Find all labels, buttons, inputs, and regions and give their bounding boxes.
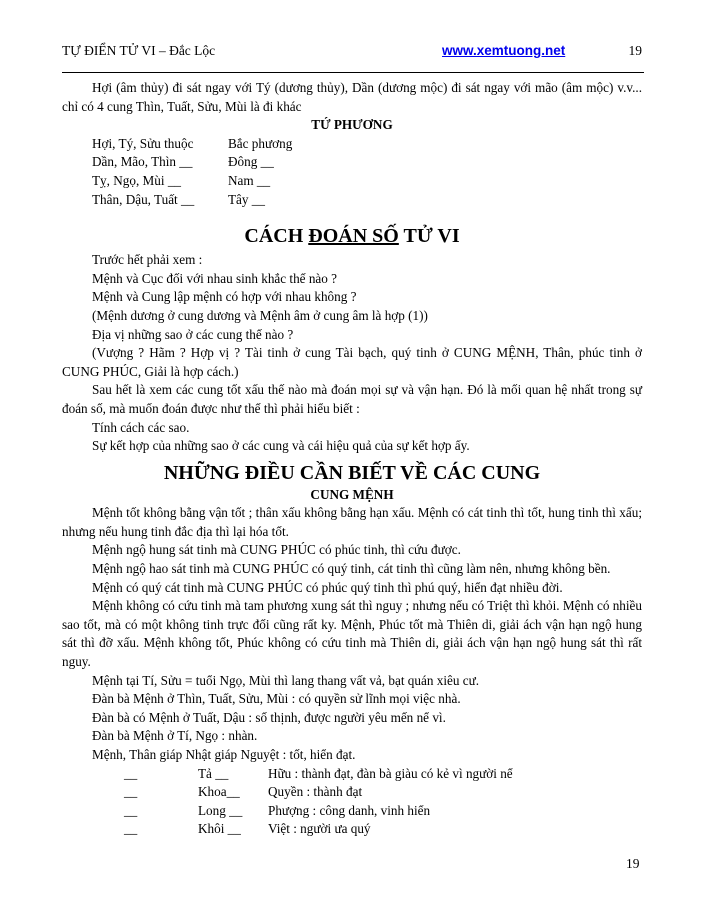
list-dash: __	[124, 784, 138, 800]
cach-doan-title	[62, 223, 642, 249]
tu-phuong-left: Dần, Mão, Thìn __	[92, 154, 193, 170]
cach-doan-paragraph: (Mệnh dương ở cung dương và Mệnh âm ở cung âm là hợp (1))	[92, 307, 428, 323]
tu-phuong-left: Thân, Dậu, Tuất __	[92, 191, 195, 207]
cung-menh-subtitle: CUNG MỆNH	[310, 486, 394, 502]
list-dash: __	[124, 821, 138, 837]
cach-doan-paragraph: Mệnh và Cục đối với nhau sinh khắc thế nào ?	[92, 270, 338, 286]
list-dash: __	[124, 765, 138, 781]
cung-menh-paragraph: Mệnh ngộ hung sát tinh mà CUNG PHÚC có phúc tinh, thì cứu được.	[92, 542, 461, 558]
list-item	[124, 783, 642, 802]
tu-phuong-right: Bắc phương	[228, 135, 293, 151]
cung-menh-paragraph: Mệnh, Thân giáp Nhật giáp Nguyệt : tốt, hiển đạt.	[92, 747, 356, 762]
tu-phuong-right: Nam __	[228, 172, 271, 188]
page-header	[62, 43, 644, 63]
list-item	[124, 820, 642, 839]
tu-phuong-row	[92, 153, 642, 172]
cung-menh-paragraph: Mệnh không có cứu tinh mà tam phương xung sát thì nguy ; nhưng nếu có Triệt thì khỏi. Mệnh có nhiều sao tốt, mà có một không tinh trực đối cũng rất ky. Mệnh, Phúc tốt mà Thiên di, giải ách vận hạn ngộ hung sát thì đỡ xấu. Mệnh không tốt, Phúc không có cứu tinh mà Thiên di, giải ách vận hạn ngộ hung sát thì rất nguy.	[62, 598, 643, 670]
footer-page-number: 19	[626, 856, 640, 871]
cach-doan-paragraph: Trước hết phải xem :	[92, 252, 203, 268]
header-rule	[62, 72, 644, 73]
cung-menh-paragraph: Mệnh có quý cát tinh mà CUNG PHÚC có phúc quý tinh thì phú quý, hiển đạt nhiều đời.	[92, 579, 563, 595]
list-item	[124, 802, 642, 821]
header-title: TỰ ĐIỂN TỬ VI – Đắc Lộc	[62, 43, 216, 58]
intro-paragraph: Hợi (âm thủy) đi sát ngay với Tý (dương thủy), Dần (dương mộc) đi sát ngay với mão (âm mộc) v.v... chỉ có 4 cung Thìn, Tuất, Sửu, Mùi là đi khác	[62, 80, 642, 114]
list-item	[124, 765, 642, 784]
list-star: Long __	[198, 802, 243, 818]
list-desc: Phượng : công danh, vinh hiển	[268, 802, 431, 818]
tu-phuong-left: Tỵ, Ngọ, Mùi __	[92, 172, 182, 188]
cach-doan-paragraph: Mệnh và Cung lập mệnh có hợp với nhau không ?	[92, 289, 357, 305]
tu-phuong-table	[62, 135, 642, 209]
cung-menh-paragraph: Đàn bà có Mệnh ở Tuất, Dậu : số thịnh, được người yêu mến nể vì.	[92, 709, 446, 725]
tu-phuong-left: Hợi, Tý, Sửu thuộc	[92, 135, 194, 151]
header-page-number: 19	[628, 43, 642, 58]
nhung-dieu-title: NHỮNG ĐIỀU CẦN BIẾT VỀ CÁC CUNG	[163, 461, 541, 484]
cach-doan-paragraph: Địa vị những sao ở các cung thế nào ?	[92, 326, 294, 342]
list-star: Khoa__	[198, 784, 240, 800]
tu-phuong-right: Đông __	[228, 154, 274, 170]
list-desc: Quyền : thành đạt	[268, 784, 363, 800]
cach-doan-paragraph: Tính cách các sao.	[92, 419, 190, 435]
cung-menh-paragraph: Đàn bà Mệnh ở Thìn, Tuất, Sửu, Mùi : có quyền sử lĩnh mọi việc nhà.	[92, 691, 461, 707]
cung-menh-paragraph: Đàn bà Mệnh ở Tí, Ngọ : nhàn.	[92, 728, 258, 744]
list-star: Khôi __	[198, 821, 241, 837]
cach-doan-title-a: CÁCH	[244, 225, 309, 248]
cach-doan-paragraph: (Vượng ? Hãm ? Hợp vị ? Tài tinh ở cung Tài bạch, quý tinh ở CUNG MỆNH, Thân, phúc tinh ở CUNG PHÚC, Giải là hợp cách.)	[62, 345, 642, 379]
list-desc: Việt : người ưa quý	[268, 821, 371, 837]
cach-doan-title-c: TỬ VI	[398, 225, 460, 248]
tu-phuong-row	[92, 172, 642, 191]
list-desc: Hữu : thành đạt, đàn bà giàu có kẻ vì người nể	[268, 765, 513, 781]
page-body	[62, 79, 642, 839]
tu-phuong-right: Tây __	[228, 191, 265, 207]
tu-phuong-row	[92, 135, 642, 154]
tu-phuong-row	[92, 191, 642, 210]
cach-doan-paragraph: Sự kết hợp của những sao ở các cung và cái hiệu quả của sự kết hợp ấy.	[92, 438, 470, 454]
cach-doan-paragraph: Sau hết là xem các cung tốt xấu thế nào mà đoán mọi sự và vận hạn. Đó là mối quan hệ nhất trong sự đoán số, mà muốn đoán được như thế thì phải hiểu biết :	[62, 382, 642, 416]
list-star: Tả __	[198, 765, 229, 781]
header-url-link[interactable]: www.xemtuong.net	[442, 43, 566, 58]
tu-phuong-title: TỨ PHƯƠNG	[311, 117, 393, 133]
cung-menh-paragraph: Mệnh tại Tí, Sửu = tuổi Ngọ, Mùi thì lang thang vất vả, bạt quán xiêu cư.	[92, 672, 480, 688]
cung-menh-paragraph: Mệnh tốt không bằng vận tốt ; thân xấu không bằng hạn xấu. Mệnh có cát tinh thì tốt, hung tinh thì xấu; nhưng nếu hung tinh đắc địa thì lại hóa tốt.	[62, 505, 642, 539]
cach-doan-title-b: ĐOÁN SỐ	[308, 225, 399, 248]
list-dash: __	[124, 802, 138, 818]
giap-list	[62, 765, 642, 839]
cung-menh-paragraph: Mệnh ngộ hao sát tinh mà CUNG PHÚC có quý tinh, cát tinh thì cũng làm nên, nhưng không bền.	[92, 561, 611, 577]
